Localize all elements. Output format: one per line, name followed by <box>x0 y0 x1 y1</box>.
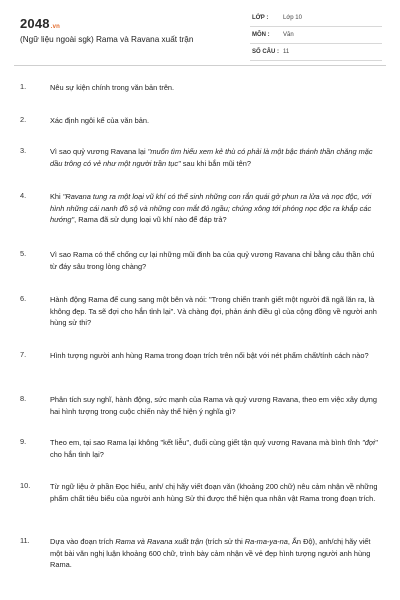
question-text: Vì sao quỷ vương Ravana lại "muốn tìm hiểu xem kẻ thù có phải là một bậc thánh thần chăng mặc dầu trông có vẻ như một người trần tục" sau khi bắn mũi tên? <box>50 147 373 168</box>
question-number: 8. <box>20 394 27 403</box>
question-item <box>20 115 382 127</box>
question-item <box>20 394 382 417</box>
question-item <box>20 481 382 504</box>
meta-info-box <box>250 13 382 64</box>
question-number: 6. <box>20 294 27 303</box>
question-number: 5. <box>20 249 27 258</box>
question-number: 2. <box>20 115 27 124</box>
meta-value: Lớp 10 <box>283 15 302 21</box>
question-text: Nêu sự kiện chính trong văn bản trên. <box>50 83 175 92</box>
meta-label: MÔN : <box>252 32 270 38</box>
question-item <box>20 536 382 571</box>
question-number: 9. <box>20 437 27 446</box>
question-text: Theo em, tại sao Rama lại không "kết liễu", đuổi cùng giết tận quỷ vương Ravana mà bình tĩnh "đợi" cho hắn tỉnh lại? <box>50 438 378 459</box>
question-item <box>20 191 382 226</box>
question-item <box>20 437 382 460</box>
meta-value: Văn <box>283 32 294 38</box>
logo-main-text: 2048 <box>20 16 50 31</box>
question-item <box>20 294 382 329</box>
question-text: Khi "Ravana tung ra một loại vũ khí có thể sinh những con rắn quái gở phun ra lửa và nọc độc, với hình những cái nanh đồ sộ và những con mắt đỏ ngầu; chúng xông tới phóng nọc độc ra khắp các hướng", Rama đã sử dụng loại vũ khí nào để đáp trả? <box>50 192 372 224</box>
site-logo[interactable] <box>20 16 60 31</box>
meta-label: LỚP : <box>252 15 269 21</box>
meta-label: SỐ CÂU : <box>252 49 279 55</box>
question-item <box>20 350 382 362</box>
document-title: (Ngữ liệu ngoài sgk) Rama và Ravana xuất trận <box>20 35 194 44</box>
question-number: 1. <box>20 82 27 91</box>
document-header <box>0 0 400 62</box>
question-item <box>20 146 382 169</box>
question-item <box>20 249 382 272</box>
question-text: Vì sao Rama có thể chống cự lại những mũi đinh ba của quỷ vương Ravana chỉ bằng câu thần chú từ đáy sâu trong lòng chàng? <box>50 250 375 271</box>
question-text: Từ ngữ liệu ở phần Đọc hiểu, anh/ chị hãy viết đoạn văn (khoảng 200 chữ) nêu cảm nhận về những phẩm chất tiêu biểu của người anh hùng Sử thi được thể hiện qua nhân vật Rama trong đoạn trích. <box>50 482 378 503</box>
question-text: Phân tích suy nghĩ, hành động, sức mạnh của Rama và quỷ vương Ravana, theo em việc xây dựng hai hình tượng trong cuộc chiến này thể hiện ý nghĩa gì? <box>50 395 377 416</box>
question-text: Hình tượng người anh hùng Rama trong đoạn trích trên nổi bật với nét phẩm chất/tính cách nào? <box>50 351 369 360</box>
question-item <box>20 82 382 94</box>
logo-sub-text: .vn <box>50 24 61 30</box>
question-text: Xác định ngôi kể của văn bản. <box>50 116 150 125</box>
meta-value: 11 <box>283 49 290 55</box>
question-number: 10. <box>20 481 31 490</box>
question-text: Dựa vào đoạn trích Rama và Ravana xuất trận (trích sử thi Ra-ma-ya-na, Ấn Độ), anh/chị hãy viết một bài văn nghị luận khoảng 600 chữ, trình bày cảm nhận về vẻ đẹp hình tượng người anh hùng Rama. <box>50 537 371 569</box>
meta-row-count <box>250 47 382 61</box>
question-number: 4. <box>20 191 27 200</box>
question-number: 7. <box>20 350 27 359</box>
meta-row-subject <box>250 30 382 44</box>
meta-row-class <box>250 13 382 27</box>
question-text: Hành động Rama để cung sang một bên và nói: "Trong chiến tranh giết một người đã ngã lăn ra, là không đẹp. Ta sẽ đợi cho hắn tỉnh lại". Và chàng đợi, phản ánh điều gì của cộng đồng về người anh hùng sử thi? <box>50 295 377 327</box>
question-number: 11. <box>20 536 30 545</box>
question-number: 3. <box>20 146 27 155</box>
header-divider <box>14 65 386 66</box>
